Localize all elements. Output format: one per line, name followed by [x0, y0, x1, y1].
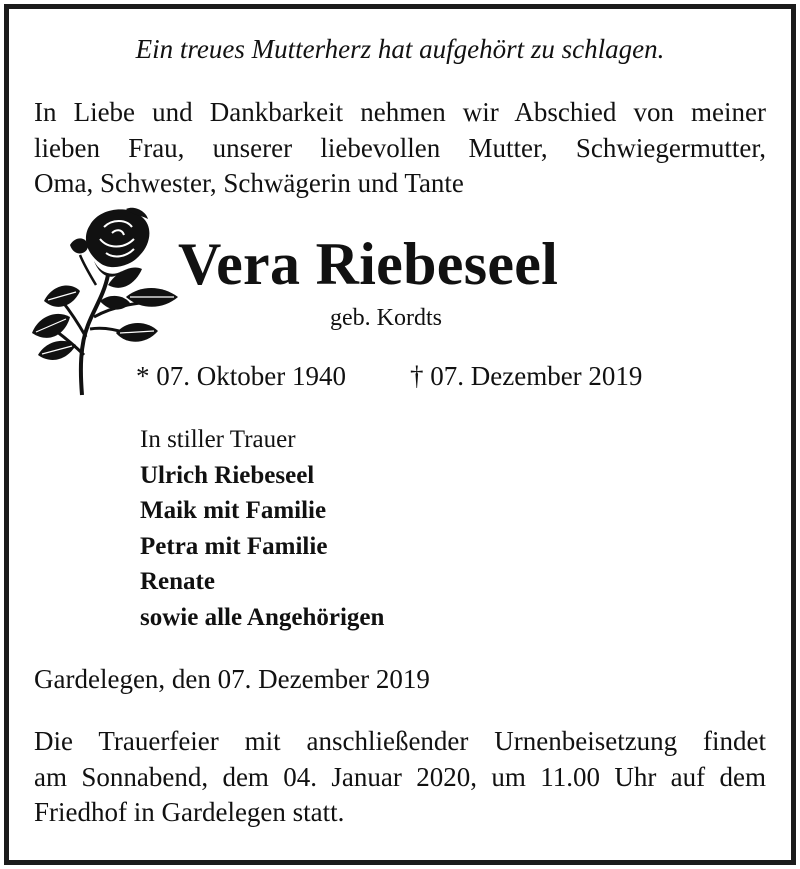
place-date: Gardelegen, den 07. Dezember 2019: [34, 664, 430, 694]
service-line: am Sonnabend, dem 04. Januar 2020, um 11.00 Uhr auf dem: [34, 761, 766, 792]
deceased-name: Vera Riebeseel: [178, 231, 559, 297]
mourner-name: Maik mit Familie: [140, 497, 327, 525]
mourner-name: Renate: [140, 568, 215, 596]
mourner-name: sowie alle Angehörigen: [140, 603, 385, 631]
mourners-block: [140, 422, 384, 636]
mourner-name: Petra mit Familie: [140, 532, 328, 560]
service-info: [34, 724, 766, 831]
mourners-heading: In stiller Trauer: [140, 426, 296, 453]
intro-line: In Liebe und Dankbarkeit nehmen wir Abschied von meiner: [34, 97, 766, 127]
mourner-name: Ulrich Riebeseel: [140, 461, 315, 489]
motto: Ein treues Mutterherz hat aufgehört zu schlagen.: [135, 34, 665, 64]
service-line: Die Trauerfeier mit anschließender Urnenbeisetzung findet: [34, 726, 766, 756]
intro-line: lieben Frau, unserer liebevollen Mutter, Schwiegermutter,: [34, 132, 766, 163]
birth-date: * 07. Oktober 1940: [136, 361, 346, 391]
maiden-name: geb. Kordts: [330, 305, 442, 331]
death-date: † 07. Dezember 2019: [410, 361, 643, 391]
intro-text: [34, 95, 766, 202]
intro-line: Oma, Schwester, Schwägerin und Tante: [34, 168, 464, 198]
service-line: Friedhof in Gardelegen statt.: [34, 797, 345, 827]
